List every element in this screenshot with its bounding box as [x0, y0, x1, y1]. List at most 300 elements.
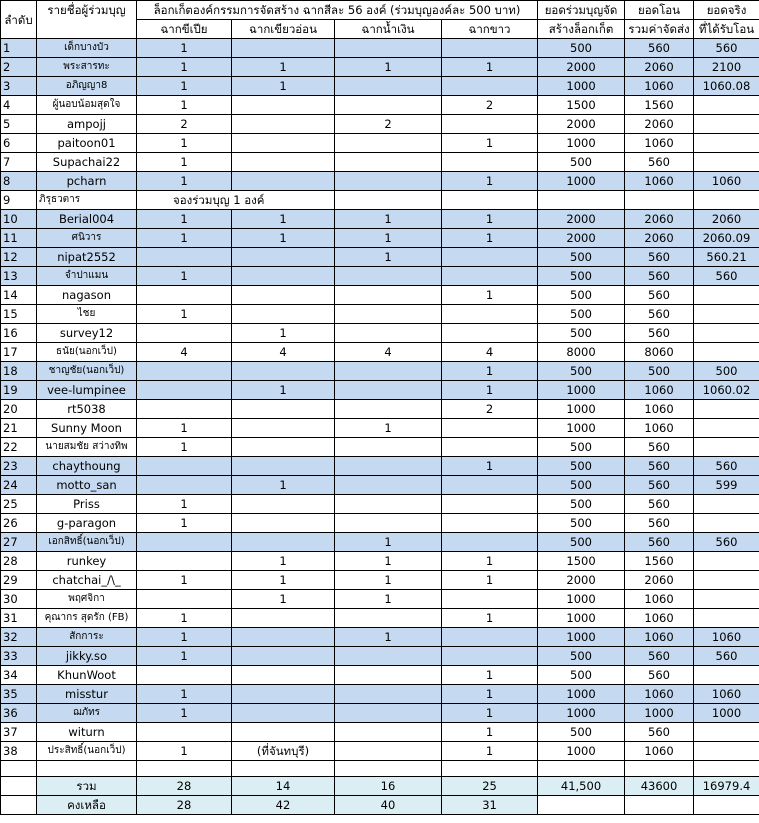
row-total: 1000	[538, 134, 625, 153]
row-yellow: 4	[137, 343, 232, 362]
row-white: 1	[442, 58, 538, 77]
row-yellow: 1	[137, 39, 232, 58]
header-total-top: ยอดร่วมบุญจัด	[538, 1, 625, 20]
row-yellow: 2	[137, 115, 232, 134]
row-green	[232, 134, 335, 153]
row-blue	[335, 77, 442, 96]
row-received: 500	[694, 362, 759, 381]
row-name: ampojj	[37, 115, 137, 134]
row-transfer	[625, 191, 694, 210]
row-transfer: 1060	[625, 172, 694, 191]
row-number: 8	[1, 172, 37, 191]
row-blue	[335, 172, 442, 191]
row-number: 22	[1, 438, 37, 457]
row-number: 36	[1, 704, 37, 723]
row-number: 17	[1, 343, 37, 362]
row-white	[442, 419, 538, 438]
row-number: 26	[1, 514, 37, 533]
row-number: 30	[1, 590, 37, 609]
row-yellow: 1	[137, 96, 232, 115]
row-white: 1	[442, 210, 538, 229]
row-transfer: 1060	[625, 134, 694, 153]
row-name: Supachai22	[37, 153, 137, 172]
row-number: 11	[1, 229, 37, 248]
row-green	[232, 666, 335, 685]
table-row	[1, 305, 759, 324]
row-white: 1	[442, 685, 538, 704]
blank-row	[1, 761, 759, 777]
table-row	[1, 457, 759, 476]
remain-white: 31	[442, 796, 538, 815]
row-number: 34	[1, 666, 37, 685]
row-white: 1	[442, 457, 538, 476]
row-received	[694, 571, 759, 590]
row-transfer: 8060	[625, 343, 694, 362]
row-name: misstur	[37, 685, 137, 704]
header-yellow: ฉากขีเปีย	[137, 20, 232, 39]
summary-body	[1, 761, 759, 815]
row-blue	[335, 134, 442, 153]
row-white	[442, 647, 538, 666]
row-received	[694, 153, 759, 172]
row-total: 500	[538, 476, 625, 495]
row-yellow: 1	[137, 571, 232, 590]
row-total: 1000	[538, 77, 625, 96]
row-total: 500	[538, 457, 625, 476]
row-green	[232, 533, 335, 552]
row-number: 18	[1, 362, 37, 381]
table-row	[1, 742, 759, 761]
table-row	[1, 628, 759, 647]
row-yellow	[137, 666, 232, 685]
row-transfer: 560	[625, 305, 694, 324]
row-green	[232, 514, 335, 533]
row-green: 1	[232, 590, 335, 609]
row-blue: 1	[335, 229, 442, 248]
row-name: chaythoung	[37, 457, 137, 476]
row-transfer: 560	[625, 438, 694, 457]
table-row	[1, 514, 759, 533]
row-name: chatchai_/\_	[37, 571, 137, 590]
row-green: 1	[232, 210, 335, 229]
row-transfer: 2060	[625, 229, 694, 248]
row-blue: 1	[335, 248, 442, 267]
row-name: paitoon01	[37, 134, 137, 153]
row-transfer: 2060	[625, 115, 694, 134]
row-white: 1	[442, 381, 538, 400]
row-number: 37	[1, 723, 37, 742]
row-received	[694, 191, 759, 210]
remain-green: 42	[232, 796, 335, 815]
row-blue	[335, 685, 442, 704]
row-total: 500	[538, 286, 625, 305]
row-transfer: 1060	[625, 609, 694, 628]
row-yellow: 1	[137, 742, 232, 761]
row-total: 2000	[538, 58, 625, 77]
row-blue	[335, 666, 442, 685]
row-number: 29	[1, 571, 37, 590]
row-total: 500	[538, 647, 625, 666]
row-transfer: 560	[625, 666, 694, 685]
row-green	[232, 172, 335, 191]
row-blue	[335, 742, 442, 761]
header-no: ลำดับ	[1, 1, 37, 39]
row-white	[442, 77, 538, 96]
row-green: 4	[232, 343, 335, 362]
row-received	[694, 419, 759, 438]
remain-row	[1, 796, 759, 815]
row-name: motto_san	[37, 476, 137, 495]
table-row	[1, 647, 759, 666]
row-received: 1060.08	[694, 77, 759, 96]
header-received-top: ยอดจริง	[694, 1, 759, 20]
row-white: 4	[442, 343, 538, 362]
table-row	[1, 324, 759, 343]
row-white	[442, 153, 538, 172]
row-name: runkey	[37, 552, 137, 571]
row-transfer: 560	[625, 647, 694, 666]
row-green	[232, 267, 335, 286]
row-received	[694, 96, 759, 115]
row-total: 1500	[538, 552, 625, 571]
row-transfer: 560	[625, 267, 694, 286]
row-green	[232, 438, 335, 457]
table-row	[1, 704, 759, 723]
row-number: 7	[1, 153, 37, 172]
row-name: ผู้นอบน้อมสุดใจ	[37, 96, 137, 115]
row-transfer: 500	[625, 362, 694, 381]
row-yellow	[137, 457, 232, 476]
row-green	[232, 400, 335, 419]
row-total: 500	[538, 305, 625, 324]
row-white: 1	[442, 704, 538, 723]
row-blue	[335, 362, 442, 381]
row-received	[694, 134, 759, 153]
row-number: 14	[1, 286, 37, 305]
table-row	[1, 571, 759, 590]
row-transfer: 560	[625, 324, 694, 343]
table-row	[1, 248, 759, 267]
row-green	[232, 115, 335, 134]
table-row	[1, 400, 759, 419]
row-blue: 1	[335, 628, 442, 647]
row-green	[232, 609, 335, 628]
table-row	[1, 343, 759, 362]
row-name: Berial004	[37, 210, 137, 229]
row-received	[694, 400, 759, 419]
total-green: 14	[232, 777, 335, 796]
row-transfer: 1060	[625, 77, 694, 96]
table-row	[1, 438, 759, 457]
row-blue	[335, 495, 442, 514]
row-white	[442, 590, 538, 609]
row-number: 3	[1, 77, 37, 96]
row-green	[232, 362, 335, 381]
row-total: 1000	[538, 419, 625, 438]
row-total: 500	[538, 324, 625, 343]
row-number: 15	[1, 305, 37, 324]
row-blue	[335, 438, 442, 457]
row-blue	[335, 267, 442, 286]
row-number: 35	[1, 685, 37, 704]
table-row	[1, 666, 759, 685]
row-name: jikky.so	[37, 647, 137, 666]
row-number: 10	[1, 210, 37, 229]
row-total: 1000	[538, 704, 625, 723]
row-blue	[335, 305, 442, 324]
table-row	[1, 533, 759, 552]
row-green	[232, 723, 335, 742]
row-yellow	[137, 723, 232, 742]
row-total: 2000	[538, 571, 625, 590]
row-total: 500	[538, 533, 625, 552]
row-white: 1	[442, 723, 538, 742]
row-number: 6	[1, 134, 37, 153]
row-yellow: 1	[137, 419, 232, 438]
row-name: rt5038	[37, 400, 137, 419]
row-blue: 1	[335, 210, 442, 229]
row-number: 13	[1, 267, 37, 286]
table-row	[1, 685, 759, 704]
row-white	[442, 115, 538, 134]
row-blue: 1	[335, 533, 442, 552]
row-blue	[335, 704, 442, 723]
row-name: เอกสิทธิ์(นอกเว็ป)	[37, 533, 137, 552]
row-total: 1000	[538, 628, 625, 647]
row-green	[232, 248, 335, 267]
header-received-bottom: ที่ได้รับโอน	[694, 20, 759, 39]
row-blue	[335, 39, 442, 58]
row-blue: 1	[335, 419, 442, 438]
row-name: นายสมชัย สว่างทิพ	[37, 438, 137, 457]
row-name: vee-lumpinee	[37, 381, 137, 400]
row-green	[232, 96, 335, 115]
row-blue: 1	[335, 552, 442, 571]
row-total: 500	[538, 666, 625, 685]
row-received	[694, 552, 759, 571]
table-row	[1, 419, 759, 438]
row-transfer: 560	[625, 514, 694, 533]
row-white	[442, 305, 538, 324]
row-received	[694, 609, 759, 628]
row-transfer: 2060	[625, 58, 694, 77]
row-transfer: 1060	[625, 590, 694, 609]
row-green	[232, 704, 335, 723]
row-yellow: 1	[137, 153, 232, 172]
row-number: 21	[1, 419, 37, 438]
row-blue	[335, 457, 442, 476]
row-number: 25	[1, 495, 37, 514]
table-row	[1, 267, 759, 286]
row-received: 560	[694, 533, 759, 552]
row-transfer: 560	[625, 476, 694, 495]
row-green: 1	[232, 229, 335, 248]
row-yellow: 1	[137, 267, 232, 286]
row-white	[442, 267, 538, 286]
header-blue: ฉากน้ำเงิน	[335, 20, 442, 39]
row-received: 2100	[694, 58, 759, 77]
table-row	[1, 362, 759, 381]
row-white: 1	[442, 742, 538, 761]
row-number: 12	[1, 248, 37, 267]
row-yellow: 1	[137, 438, 232, 457]
row-total: 500	[538, 723, 625, 742]
row-number: 27	[1, 533, 37, 552]
total-transfer: 43600	[625, 777, 694, 796]
table-row	[1, 229, 759, 248]
header-transfer-top: ยอดโอน	[625, 1, 694, 20]
row-total: 500	[538, 153, 625, 172]
row-green	[232, 153, 335, 172]
row-blue	[335, 381, 442, 400]
row-number: 24	[1, 476, 37, 495]
table-row	[1, 286, 759, 305]
row-total: 1000	[538, 609, 625, 628]
row-blue	[335, 286, 442, 305]
row-white: 1	[442, 609, 538, 628]
row-yellow	[137, 400, 232, 419]
row-blue	[335, 514, 442, 533]
row-name: ธนัย(นอกเว็ป)	[37, 343, 137, 362]
row-name: ไชย	[37, 305, 137, 324]
row-name: ฌภัทร	[37, 704, 137, 723]
remain-yellow: 28	[137, 796, 232, 815]
row-number: 2	[1, 58, 37, 77]
row-received: 560.21	[694, 248, 759, 267]
row-received: 2060	[694, 210, 759, 229]
row-transfer: 1060	[625, 400, 694, 419]
row-name: KhunWoot	[37, 666, 137, 685]
row-transfer: 1060	[625, 685, 694, 704]
row-name: อภิญญา8	[37, 77, 137, 96]
row-yellow: 1	[137, 685, 232, 704]
row-number: 1	[1, 39, 37, 58]
row-green: 1	[232, 552, 335, 571]
row-name: จำปาแมน	[37, 267, 137, 286]
row-received: 1060.02	[694, 381, 759, 400]
row-received: 560	[694, 457, 759, 476]
row-blue	[335, 96, 442, 115]
row-name: พฤศจิกา	[37, 590, 137, 609]
row-yellow	[137, 248, 232, 267]
row-yellow: 1	[137, 58, 232, 77]
header-row-top	[1, 1, 759, 20]
row-received: 1000	[694, 704, 759, 723]
row-transfer: 560	[625, 153, 694, 172]
row-white	[442, 39, 538, 58]
row-transfer: 560	[625, 39, 694, 58]
row-received	[694, 590, 759, 609]
header-transfer-bottom: รวมค่าจัดส่ง	[625, 20, 694, 39]
row-received	[694, 666, 759, 685]
row-received: 560	[694, 39, 759, 58]
row-received	[694, 343, 759, 362]
row-green: 1	[232, 77, 335, 96]
row-received	[694, 514, 759, 533]
row-white	[442, 533, 538, 552]
row-blue	[335, 400, 442, 419]
table-row	[1, 39, 759, 58]
row-white: 1	[442, 552, 538, 571]
row-number: 19	[1, 381, 37, 400]
row-received: 1060	[694, 685, 759, 704]
row-total: 500	[538, 248, 625, 267]
table-row	[1, 381, 759, 400]
row-total: 2000	[538, 115, 625, 134]
row-number: 20	[1, 400, 37, 419]
row-yellow: 1	[137, 305, 232, 324]
row-total: 1000	[538, 381, 625, 400]
row-received: 599	[694, 476, 759, 495]
table-row	[1, 77, 759, 96]
row-transfer: 1560	[625, 552, 694, 571]
row-white	[442, 495, 538, 514]
row-yellow: 1	[137, 77, 232, 96]
row-white: 1	[442, 571, 538, 590]
row-white	[442, 514, 538, 533]
row-blue	[335, 476, 442, 495]
row-transfer: 1560	[625, 96, 694, 115]
row-number: 23	[1, 457, 37, 476]
row-name: nipat2552	[37, 248, 137, 267]
table-row	[1, 590, 759, 609]
row-number: 28	[1, 552, 37, 571]
row-total	[538, 191, 625, 210]
row-white: 1	[442, 229, 538, 248]
row-transfer: 1000	[625, 704, 694, 723]
row-number: 16	[1, 324, 37, 343]
row-name: ประสิทธิ์(นอกเว็ป)	[37, 742, 137, 761]
row-total: 500	[538, 39, 625, 58]
row-total: 2000	[538, 210, 625, 229]
table-row	[1, 134, 759, 153]
row-yellow	[137, 286, 232, 305]
row-green	[232, 39, 335, 58]
row-received	[694, 495, 759, 514]
row-blue	[335, 647, 442, 666]
row-yellow: 1	[137, 609, 232, 628]
row-green	[232, 495, 335, 514]
row-transfer: 560	[625, 457, 694, 476]
row-yellow	[137, 362, 232, 381]
remain-label: คงเหลือ	[37, 796, 137, 815]
row-transfer: 1060	[625, 381, 694, 400]
row-white	[442, 438, 538, 457]
header-green: ฉากเขียวอ่อน	[232, 20, 335, 39]
row-name: ภิรุธวตาร	[37, 191, 137, 210]
row-total: 1000	[538, 742, 625, 761]
row-green: 1	[232, 476, 335, 495]
row-received: 2060.09	[694, 229, 759, 248]
total-row	[1, 777, 759, 796]
row-yellow: 1	[137, 229, 232, 248]
row-number: 5	[1, 115, 37, 134]
row-total: 500	[538, 514, 625, 533]
row-transfer: 560	[625, 495, 694, 514]
row-yellow	[137, 552, 232, 571]
row-number: 9	[1, 191, 37, 210]
row-yellow: 1	[137, 134, 232, 153]
row-number: 32	[1, 628, 37, 647]
row-transfer: 1060	[625, 628, 694, 647]
row-green	[232, 647, 335, 666]
row-transfer: 1060	[625, 419, 694, 438]
table-row	[1, 552, 759, 571]
total-yellow: 28	[137, 777, 232, 796]
row-received	[694, 115, 759, 134]
row-received: 1060	[694, 172, 759, 191]
row-name: Sunny Moon	[37, 419, 137, 438]
